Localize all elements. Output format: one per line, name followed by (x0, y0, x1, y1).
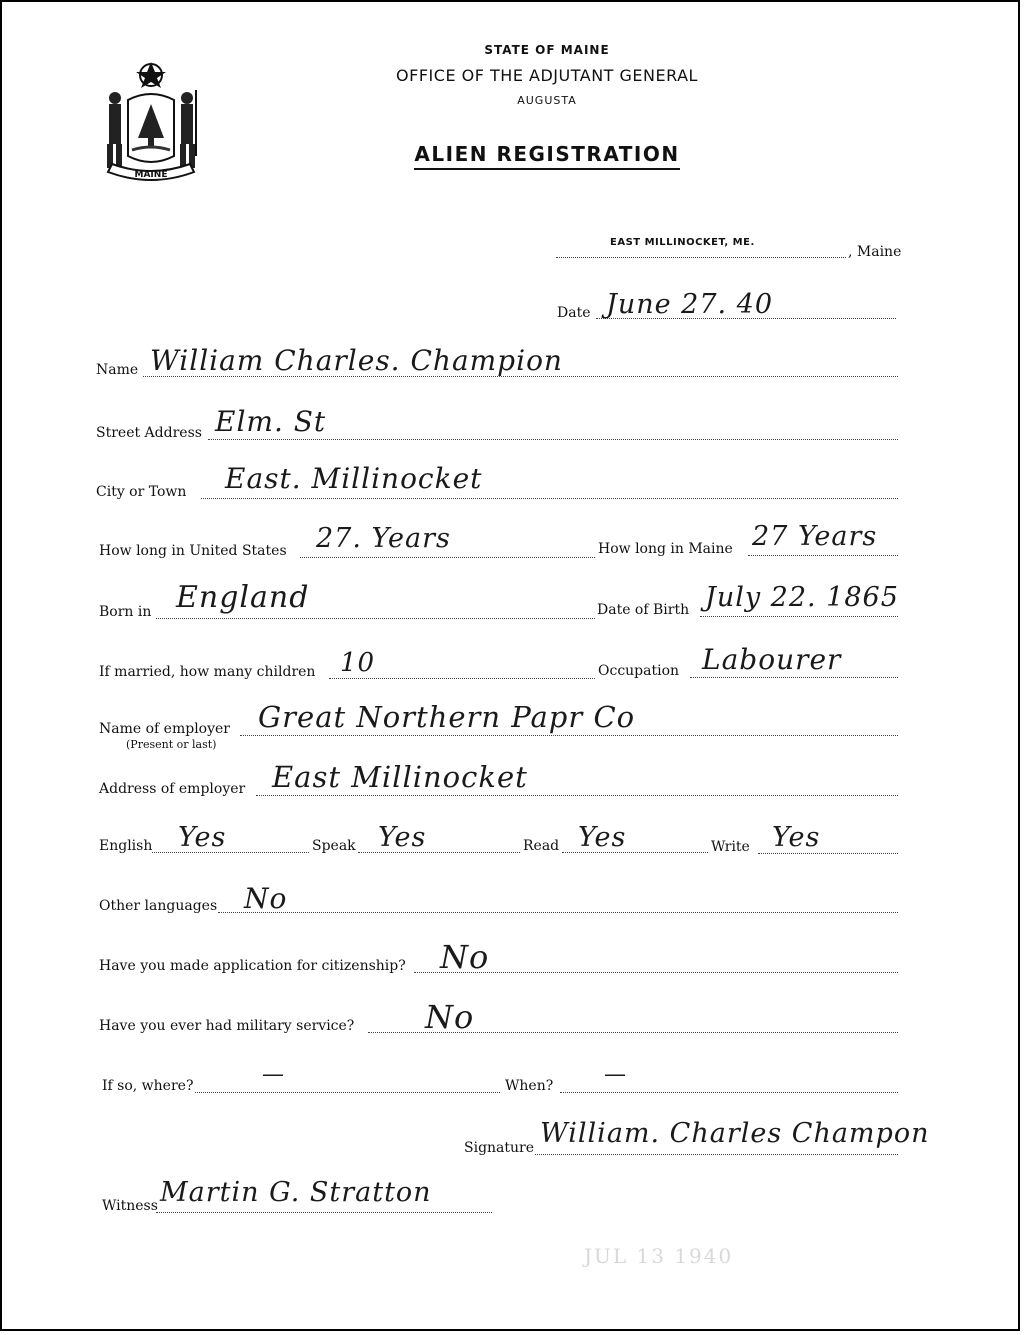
military-value: No (425, 998, 475, 1036)
write-label: Write (711, 839, 750, 855)
born-in-label: Born in (99, 604, 152, 620)
other-languages-label: Other languages (99, 898, 218, 914)
witness-line (156, 1212, 492, 1213)
english-label: English (99, 838, 153, 854)
how-long-us-value: 27. Years (316, 523, 451, 554)
witness-label: Witness (102, 1198, 158, 1214)
date-label: Date (557, 305, 591, 321)
city-line (201, 498, 898, 499)
employer-address-line (256, 795, 898, 796)
how-long-maine-label: How long in Maine (598, 541, 733, 557)
svg-text:MAINE: MAINE (134, 170, 168, 180)
occupation-line (690, 677, 898, 678)
location-line (556, 257, 846, 258)
occupation-value: Labourer (702, 643, 842, 676)
date-value: June 27. 40 (606, 289, 774, 320)
military-label: Have you ever had military service? (99, 1018, 355, 1034)
write-value: Yes (772, 822, 821, 853)
how-long-maine-line (748, 555, 898, 556)
children-value: 10 (340, 648, 376, 678)
born-in-value: England (176, 580, 310, 615)
received-stamp: JUL 13 1940 (584, 1244, 734, 1268)
name-value: William Charles. Champion (150, 344, 563, 377)
where-line (195, 1092, 500, 1093)
english-line (152, 852, 309, 853)
signature-label: Signature (464, 1140, 535, 1156)
location-stamp: EAST MILLINOCKET, ME. (610, 237, 755, 248)
name-label: Name (96, 362, 139, 378)
speak-label: Speak (312, 838, 356, 854)
read-label: Read (523, 838, 560, 854)
street-value: Elm. St (215, 405, 327, 438)
document-title: ALIEN REGISTRATION (0, 142, 1024, 166)
other-languages-line (218, 912, 898, 913)
street-line (208, 439, 898, 440)
city-label: City or Town (96, 484, 187, 500)
employer-address-label: Address of employer (99, 781, 246, 797)
children-line (329, 678, 595, 679)
location-suffix: , Maine (848, 244, 902, 260)
signature-value: William. Charles Champon (540, 1118, 930, 1149)
speak-value: Yes (378, 822, 427, 853)
where-value: — (262, 1062, 285, 1087)
employer-name-label: Name of employer (99, 721, 230, 737)
citizenship-value: No (440, 938, 490, 976)
how-long-maine-value: 27 Years (752, 521, 878, 552)
city-value: East. Millinocket (225, 462, 483, 495)
employer-name-line (240, 735, 898, 736)
english-value: Yes (178, 822, 227, 853)
how-long-us-label: How long in United States (99, 543, 287, 559)
city-heading: AUGUSTA (517, 94, 577, 107)
write-line (758, 853, 898, 854)
street-label: Street Address (96, 425, 202, 441)
state-heading: STATE OF MAINE (484, 43, 610, 57)
employer-name-note: (Present or last) (126, 738, 217, 751)
signature-line (535, 1154, 898, 1155)
occupation-label: Occupation (598, 663, 680, 679)
read-value: Yes (578, 822, 627, 853)
children-label: If married, how many children (99, 664, 316, 680)
office-heading: OFFICE OF THE ADJUTANT GENERAL (396, 66, 698, 85)
employer-address-value: East Millinocket (272, 760, 528, 794)
other-languages-value: No (244, 882, 288, 915)
when-line (560, 1092, 898, 1093)
born-in-line (156, 618, 595, 619)
date-of-birth-line (700, 616, 898, 617)
how-long-us-line (300, 557, 595, 558)
witness-value: Martin G. Stratton (160, 1177, 432, 1208)
date-of-birth-value: July 22. 1865 (705, 582, 899, 613)
citizenship-label: Have you made application for citizenship? (99, 958, 406, 974)
date-of-birth-label: Date of Birth (597, 602, 690, 618)
when-label: When? (505, 1078, 554, 1094)
employer-name-value: Great Northern Papr Co (258, 700, 636, 734)
where-label: If so, where? (102, 1078, 194, 1094)
when-value: — (604, 1062, 627, 1087)
